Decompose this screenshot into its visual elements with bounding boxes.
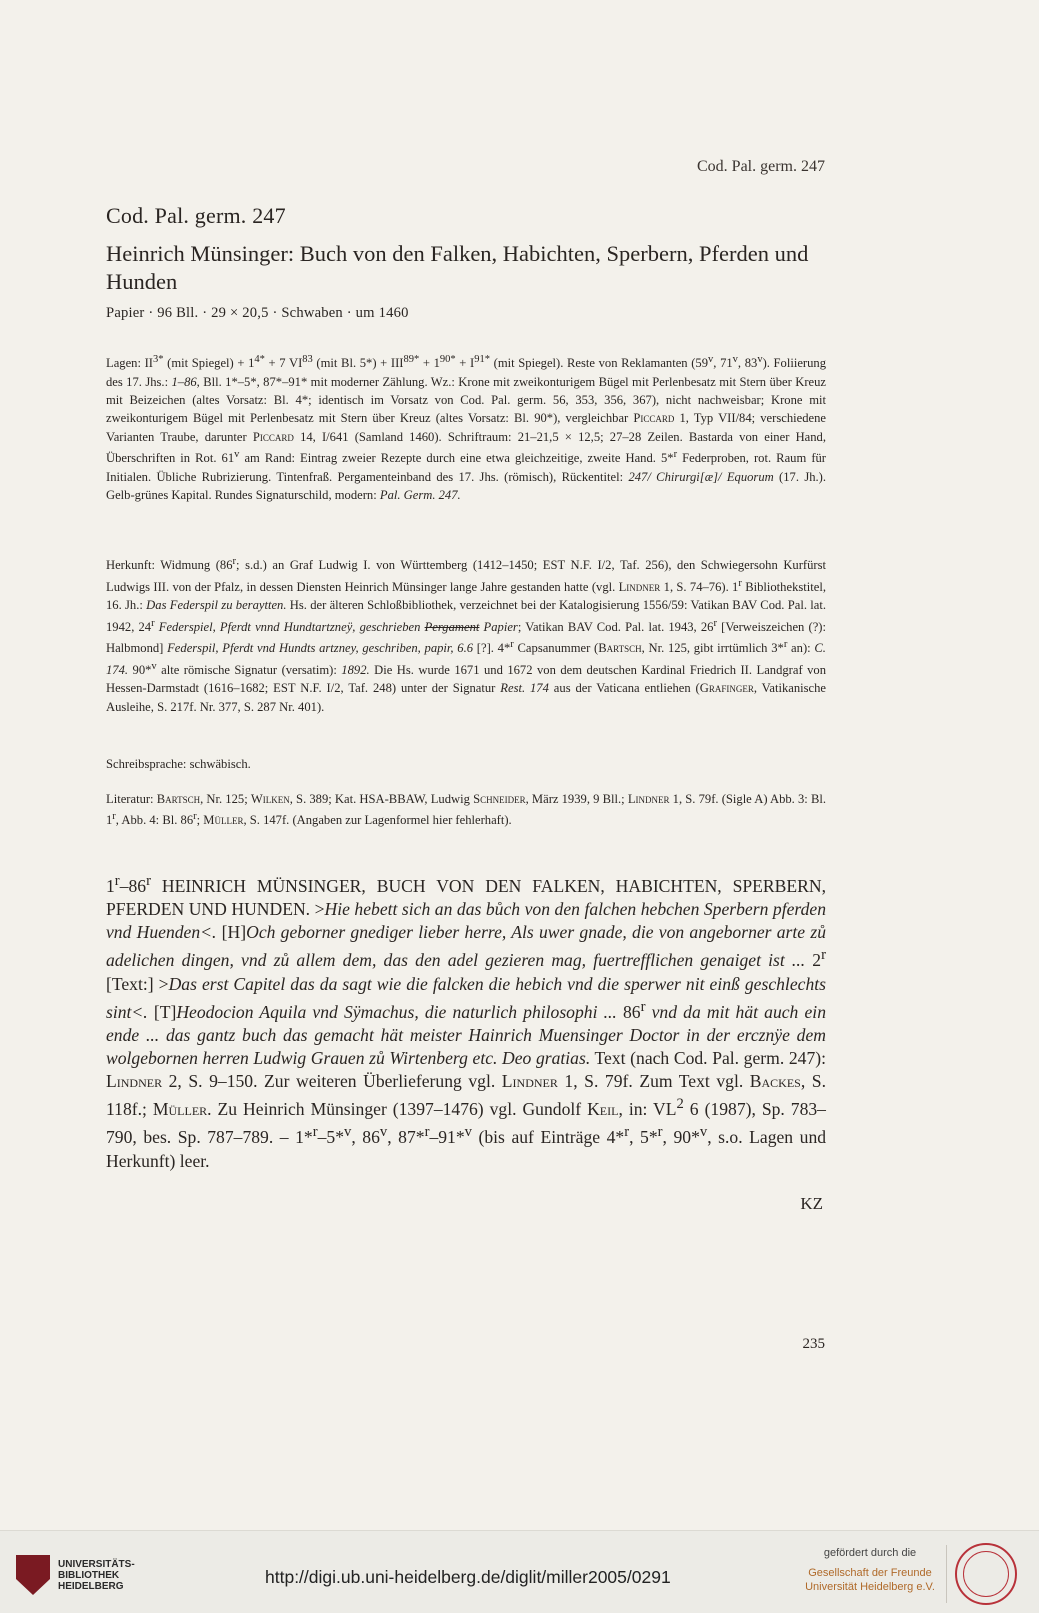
herkunft-paragraph: Herkunft: Widmung (86$^r$; s.d.) an Graf Ludwig I. von Württemberg (1412–1450; EST N.F. I/2, Taf. 256), den Schwiegersohn Kurfürst Ludwigs III. von der Pfalz, in dessen Diensten Heinrich Münsinger lange Jahre gestanden hatte (vgl. Lindner 1, S. 74–76). 1$^r$ Bibliothekstitel, 16. Jh.: Das Federspil zu beraytten. Hs. der älteren Schloßbibliothek, verzeichnet bei der Katalogisierung 1556/59: Vatikan BAV Cod. Pal. lat. 1942, 24$^r$ Federspiel, Pferdt vnnd Hundtartzneÿ, geschrieben Pergament Papier; Vatikan BAV Cod. Pal. lat. 1943, 26$^r$ [Verweiszeichen (?): Halbmond] Federspil, Pferdt vnd Hundts artzney, geschriben, papir, 6.6 [?]. 4*$^r$ Capsanummer (Bartsch, Nr. 125, gibt irrtümlich 3*$^r$ an): C. 174. 90*$^v$ alte römische Signatur (versatim): 1892. Die Hs. wurde 1671 und 1672 von dem deutschen Kardinal Friedrich II. Landgraf von Hessen-Darmstadt (1616–1682; EST N.F. I/2, Taf. 248) unter der Signatur Rest. 174 aus der Vaticana entliehen (Grafinger, Vatikanische Ausleihe, S. 217f. Nr. 377, S. 287 Nr. 401). <box>106 556 827 714</box>
running-head: Cod. Pal. germ. 247 <box>697 158 825 175</box>
sponsor-name: Gesellschaft der Freunde Universität Heidelberg e.V. <box>805 1567 935 1593</box>
literatur-paragraph: Literatur: Bartsch, Nr. 125; Wilken, S. 389; Kat. HSA-BBAW, Ludwig Schneider, März 1939, 9 Bll.; Lindner 1, S. 79f. (Sigle A) Abb. 3: Bl. 1$^r$, Abb. 4: Bl. 86$^r$; Müller, S. 147f. (Angaben zur Lagenformel hier fehlerhaft). <box>106 792 827 828</box>
manuscript-signature: Cod. Pal. germ. 247 <box>106 203 286 228</box>
main-text-paragraph: 1$^r$–86$^r$ HEINRICH MÜNSINGER, BUCH VON DEN FALKEN, HABICHTEN, SPERBERN, PFERDEN UND HUNDEN. >Hie hebett sich an das bůch von den falchen hebchen Sperbern pferden vnd Huenden<. [H]Och geborner gnediger lieber herre, Als uwer gnade, die von angeborner arte zů adelichen dingen, vnd zů allem dem, das den adel gezieren mag, fuertrefflichen genaiget ist ... 2$^r$ [Text:] >Das erst Capitel das da sagt wie die falcken die hebich vnd die sperwer nit einß geschlechts sint<. [T]Heodocion Aquila vnd Sÿmachus, die naturlich philosophi ... 86$^r$ vnd da mit hät auch ein ende ... das gantz buch das gemacht hät meister Hainrich Muensinger Doctor in der ercznÿe dem wolgebornen herren Ludwig Grauen zů Wirtenberg etc. Deo gratias. Text (nach Cod. Pal. germ. 247): Lindner 2, S. 9–150. Zur weiteren Überlieferung vgl. Lindner 1, S. 79f. Zum Text vgl. Backes, S. 118f.; Müller. Zu Heinrich Münsinger (1397–1476) vgl. Gundolf Keil, in: $VL^2$ 6 (1987), Sp. 783–790, bes. Sp. 787–789. – 1*$^r$–5*$^v$, 86$^v$, 87*$^r$–91*$^v$ (bis auf Einträge 4*$^r$, 5*$^r$, 90*$^v$, s.o. Lagen und Herkunft) leer. <box>106 873 827 1171</box>
permalink-url[interactable]: http://digi.ub.uni-heidelberg.de/diglit/miller2005/0291 <box>265 1567 671 1587</box>
manuscript-title: Heinrich Münsinger: Buch von den Falken, Habichten, Sperbern, Pferden und Hunden <box>106 241 809 294</box>
page-number: 235 <box>802 1336 825 1352</box>
ub-logo-text: UNIVERSITÄTS- BIBLIOTHEK HEIDELBERG <box>58 1558 135 1592</box>
physical-description: Papier · 96 Bll. · 29 × 20,5 · Schwaben · um 1460 <box>106 305 409 321</box>
university-shield-icon <box>16 1555 50 1595</box>
schreibsprache: Schreibsprache: schwäbisch. <box>106 757 251 771</box>
university-seal-icon <box>955 1543 1017 1605</box>
lagen-paragraph: Lagen: $II^{3*}$ (mit Spiegel) + $1^{4*} + 7$ VI$^{83}$ (mit Bl. $5*) + III^{89*} + 1^{90*} + I^{91*}$ (mit Spiegel). Reste von Reklamanten (59$^v$, 71$^v$, 83$^v$). Foliierung des 17. Jhs.: 1–86, Bll. 1*–5*, 87*–91* mit moderner Zählung. Wz.: Krone mit zweikonturigem Bügel mit Perlenbesatz mit Stern über Kreuz mit Beizeichen (altes Vorsatz: Bl. 4*; identisch im Vorsatz von Cod. Pal. germ. 56, 353, 356, 367), nicht nachweisbar; Krone mit zweikonturigem Bügel mit Perlenbesatz mit Stern über Kreuz (altes Vorsatz: Bl. 90*), vergleichbar Piccard 1, Typ VII/84; verschiedene Varianten Traube, darunter Piccard 14, I/641 (Samland 1460). Schriftraum: 21–21,5 × 12,5; 27–28 Zeilen. Bastarda von einer Hand, Überschriften in Rot. 61$^v$ am Rand: Eintrag zweier Rezepte durch eine etwa gleichzeitige, zweite Hand. 5*$^r$ Federproben, rot. Raum für Initialen. Übliche Rubrizierung. Tintenfraß. Pergamenteinband des 17. Jhs. (römisch), Rückentitel: 247/ Chirurgi[æ]/ Equorum (17. Jh.). Gelb-grünes Kapital. Rundes Signaturschild, modern: Pal. Germ. 247. <box>106 354 827 503</box>
author-initials: KZ <box>800 1194 823 1213</box>
sponsor-label: gefördert durch die <box>823 1547 917 1559</box>
footer-bar <box>0 1530 1039 1613</box>
sponsor-block[interactable] <box>800 1547 940 1594</box>
divider <box>946 1545 947 1603</box>
ub-heidelberg-logo[interactable] <box>16 1555 135 1595</box>
